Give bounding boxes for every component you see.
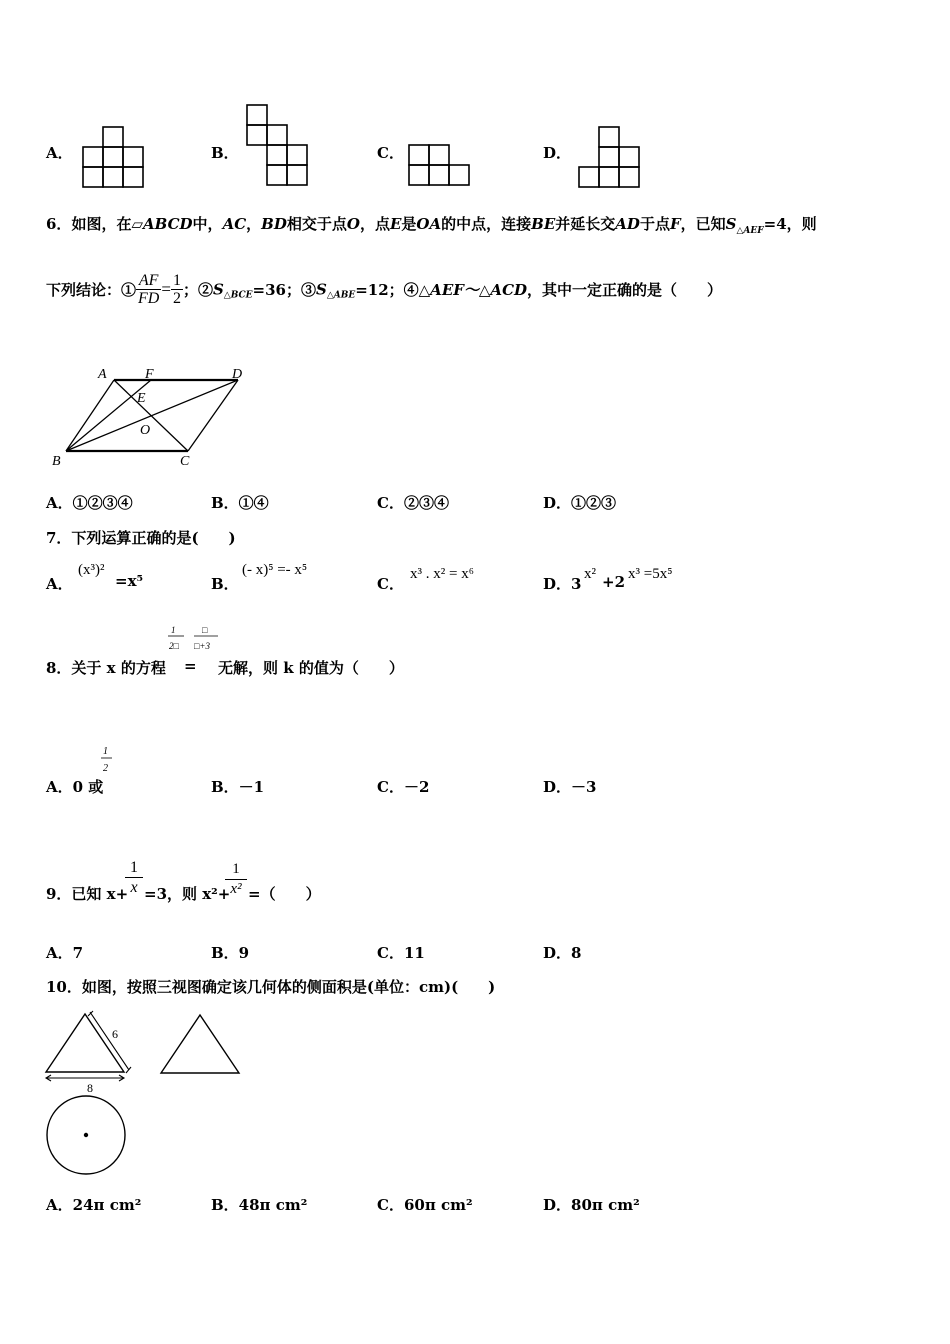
q6-s-sub: △BCE (223, 290, 253, 301)
label-b: B (52, 454, 61, 469)
q6-option-b[interactable]: B．①④ (211, 494, 269, 512)
frac-den: FD (138, 290, 160, 307)
svg-text:1: 1 (103, 746, 108, 757)
q6-text: =12；④ (355, 281, 419, 299)
frac-den: 2 (172, 290, 181, 307)
q10-front-view (40, 1010, 140, 1096)
q5-option-c-label[interactable]: C． (377, 144, 404, 162)
q6-e: E (389, 215, 402, 233)
q6-text: 下列结论：① (46, 281, 137, 299)
q7-option-d-mid: x² (584, 566, 596, 582)
q5-figure-d (578, 126, 642, 190)
half-fraction (171, 272, 183, 307)
svg-text:2: 2 (103, 763, 108, 774)
dim-base: 8 (87, 1081, 93, 1095)
q10-option-a[interactable]: A．24π cm² (46, 1196, 142, 1214)
q10-option-d[interactable]: D．80π cm² (543, 1196, 640, 1214)
q6-text: =4，则 (763, 215, 817, 233)
q10-option-c[interactable]: C．60π cm² (377, 1196, 473, 1214)
q6-s: S (212, 280, 224, 299)
frac-num: 1 (225, 860, 247, 880)
q6-text: ， (246, 215, 262, 233)
q8-stem-a: 8．关于 x 的方程 (46, 659, 166, 677)
frac-num: 1 (172, 272, 181, 289)
q9-stem-c: =（ ） (248, 885, 321, 903)
dim-slant: 6 (112, 1027, 118, 1041)
svg-text:□: □ (202, 625, 208, 635)
frac-num: AF (136, 272, 161, 290)
q6-eq: = (161, 279, 171, 299)
q7-option-d-plus: +2 (602, 573, 626, 591)
parallelogram-symbol: ▱ (131, 215, 143, 233)
q6-stem-line2 (46, 272, 722, 307)
label-o: O (140, 423, 151, 438)
q6-similar: △AEF～△ACD (418, 281, 528, 299)
label-d: D (232, 367, 243, 382)
q7-stem: 7．下列运算正确的是( ) (46, 529, 236, 547)
q6-number: 6． (46, 215, 72, 233)
label-e: E (137, 391, 146, 406)
q5-option-d-label[interactable]: D． (543, 144, 572, 162)
svg-text:1: 1 (171, 625, 176, 635)
q8-option-a-half-image (100, 744, 114, 776)
q10-side-view (160, 1012, 244, 1076)
q6-o: O (346, 215, 360, 233)
q6-abcd: ABCD (143, 215, 193, 233)
frac-den: x (130, 879, 138, 896)
q7-option-c-label[interactable]: C． (377, 575, 404, 593)
q7-option-d-label[interactable]: D．3 (543, 575, 582, 593)
q6-parallelogram-figure (48, 362, 258, 472)
q6-text: 于点 (639, 215, 670, 233)
q6-oa: OA (416, 215, 442, 233)
q9-option-c[interactable]: C．11 (377, 944, 425, 962)
q6-s: S (315, 280, 327, 299)
q6-option-d[interactable]: D．①②③ (543, 494, 617, 512)
label-f: F (145, 367, 154, 382)
svg-text:□+3: □+3 (194, 641, 211, 651)
q5-figure-c (408, 144, 472, 188)
q9-stem-b: =3，则 x²+ (144, 885, 231, 903)
frac-den: x² (230, 881, 242, 897)
q10-stem: 10．如图，按照三视图确定该几何体的侧面积是(单位：cm)( ) (46, 978, 496, 996)
q6-stem-line1 (46, 213, 817, 236)
q6-text: 如图，在 (71, 215, 132, 233)
q6-text: 的中点，连接 (441, 215, 532, 233)
label-c: C (180, 454, 190, 469)
q8-option-c[interactable]: C．－2 (377, 778, 430, 796)
q6-text: ，其中一定正确的是（ ） (527, 281, 723, 299)
q6-option-a[interactable]: A．①②③④ (46, 494, 133, 512)
q5-option-b-label[interactable]: B． (211, 144, 239, 162)
q7-option-d-expr: x³ =5x⁵ (628, 566, 673, 582)
q7-option-a-expr: (x³)² (78, 562, 105, 578)
q7-option-a-tail: =x⁵ (115, 572, 144, 590)
q10-top-view (45, 1094, 129, 1178)
q9-option-d[interactable]: D．8 (543, 944, 582, 962)
q10-option-b[interactable]: B．48π cm² (211, 1196, 308, 1214)
q6-s-sub: △ABE (326, 290, 356, 301)
q8-eqsign: = (184, 657, 197, 675)
q6-text: 并延长交 (555, 215, 616, 233)
q6-s: S (725, 215, 737, 233)
q8-option-a[interactable]: A．0 或 (46, 778, 104, 796)
q6-text: =36；③ (252, 281, 316, 299)
q7-option-b-expr: (- x)⁵ =- x⁵ (242, 562, 308, 578)
q6-text: 是 (401, 215, 417, 233)
q7-option-a-label[interactable]: A． (46, 575, 73, 593)
q9-option-a[interactable]: A．7 (46, 944, 84, 962)
q6-text: ；② (182, 281, 213, 299)
q9-option-b[interactable]: B．9 (211, 944, 250, 962)
svg-text:2□: 2□ (169, 641, 179, 651)
q6-s-sub: △AEF (736, 226, 764, 236)
q6-bd: BD (261, 215, 287, 233)
q6-text: ，已知 (680, 215, 726, 233)
q8-option-b[interactable]: B．－1 (211, 778, 265, 796)
q8-option-d[interactable]: D．－3 (543, 778, 597, 796)
af-fd-fraction (136, 272, 161, 307)
q6-text: ，点 (359, 215, 390, 233)
q6-ac: AC (222, 215, 247, 233)
q8-equation-image (166, 624, 222, 656)
frac-num: 1 (125, 858, 143, 878)
q6-ad: AD (615, 215, 640, 233)
q5-option-a-label[interactable]: A． (46, 144, 73, 162)
q5-figure-a (82, 126, 146, 190)
q6-f: F (669, 215, 681, 233)
q8-stem-b: 无解，则 k 的值为（ ） (218, 659, 404, 677)
q7-option-c-expr: x³ . x² = x⁶ (410, 566, 474, 582)
q6-text: 中， (192, 215, 223, 233)
q6-be: BE (531, 215, 556, 233)
q5-figure-b (246, 104, 310, 190)
q9-stem-a: 9．已知 x+ (46, 885, 129, 903)
q7-option-b-label[interactable]: B． (211, 575, 239, 593)
q9-frac-1-over-x (125, 858, 143, 897)
label-a: A (98, 367, 107, 382)
q9-frac-1-over-x2 (225, 860, 247, 899)
q6-option-c[interactable]: C．②③④ (377, 494, 449, 512)
q6-text: 相交于点 (286, 215, 347, 233)
